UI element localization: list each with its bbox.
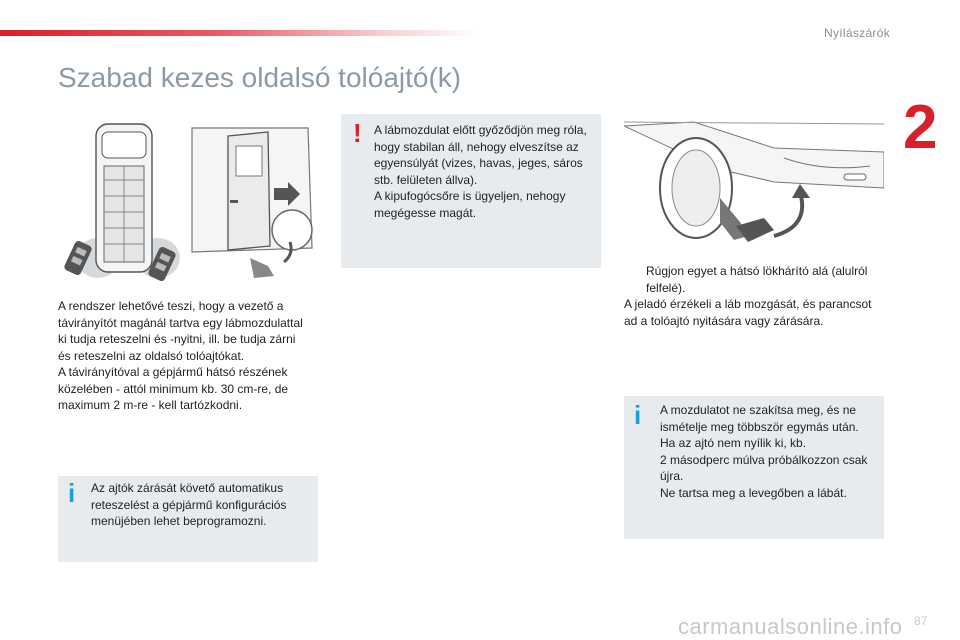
intro-line: maximum 2 m-re - kell tartózkodni.	[58, 398, 243, 412]
step-result-line: ad a tolóajtó nyitására vagy zárására.	[624, 313, 824, 328]
intro-line: közelében - attól minimum kb. 30 cm-re, de	[58, 381, 289, 396]
info-box-locking	[58, 476, 318, 562]
info-line: újra.	[660, 469, 684, 483]
step-result-line: A jeladó érzékeli a láb mozgását, és parancsot	[624, 297, 872, 311]
info-icon: i	[68, 478, 76, 508]
step-line: Rúgjon egyet a hátsó lökhárító alá (alulról	[646, 264, 868, 278]
section-title: Nyílászárók	[824, 26, 890, 40]
info-line: A mozdulatot ne szakítsa meg, és ne	[660, 403, 857, 417]
exclamation-icon: !	[353, 118, 362, 148]
intro-line: ki tudja reteszelni és -nyitni, ill. be tudja zárni	[58, 332, 296, 346]
watermark: carmanualsonline.info	[678, 614, 903, 639]
warning-text	[374, 122, 596, 221]
header-accent-bar	[0, 30, 480, 36]
intro-line: A távirányítóval a gépjármű hátsó részének	[58, 365, 288, 379]
info-line: reteszelést a gépjármű konfigurációs	[91, 497, 287, 512]
rear-bumper-kick-figure	[624, 118, 884, 260]
warning-line: A lábmozdulat előtt győződjön meg róla,	[374, 123, 587, 137]
info-line: Ha az ajtó nem nyílik ki, kb.	[660, 436, 807, 450]
warning-line: megégesse magát.	[374, 205, 477, 220]
page-number: 87	[914, 614, 928, 628]
warning-line: egyensúlyát (vizes, havas, jeges, sáros	[374, 156, 583, 170]
warning-line: A kipufogócsőre is ügyeljen, nehogy	[374, 189, 566, 203]
chapter-number: 2	[903, 93, 938, 162]
warning-box	[341, 114, 601, 268]
van-top-view-figure	[58, 118, 183, 288]
info-line: 2 másodperc múlva próbálkozzon csak	[660, 452, 868, 467]
info-text	[660, 402, 880, 501]
intro-paragraph	[58, 298, 328, 414]
info-line: Ne tartsa meg a levegőben a lábát.	[660, 485, 847, 500]
info-icon: i	[634, 400, 642, 430]
intro-line: távirányítót magánál tartva egy lábmozdulattal	[58, 315, 303, 330]
info-line: ismételje meg többször egymás után.	[660, 419, 859, 434]
info-box-gesture	[624, 396, 884, 539]
info-line: Az ajtók zárását követő automatikus	[91, 481, 284, 495]
info-line: menüjében lehet beprogramozni.	[91, 514, 267, 528]
step-line: felfelé).	[646, 280, 686, 295]
warning-line: hogy stabilan áll, nehogy elveszítse az	[374, 139, 579, 154]
intro-line: és reteszelni az oldalsó tolóajtókat.	[58, 348, 245, 363]
warning-line: stb. felületen állva).	[374, 172, 478, 187]
page-title: Szabad kezes oldalsó tolóajtó(k)	[58, 62, 462, 93]
step-instruction	[646, 263, 886, 296]
step-result	[624, 296, 894, 329]
info-text	[91, 480, 313, 530]
sliding-door-figure	[188, 118, 318, 288]
intro-line: A rendszer lehetővé teszi, hogy a vezető a	[58, 299, 284, 313]
